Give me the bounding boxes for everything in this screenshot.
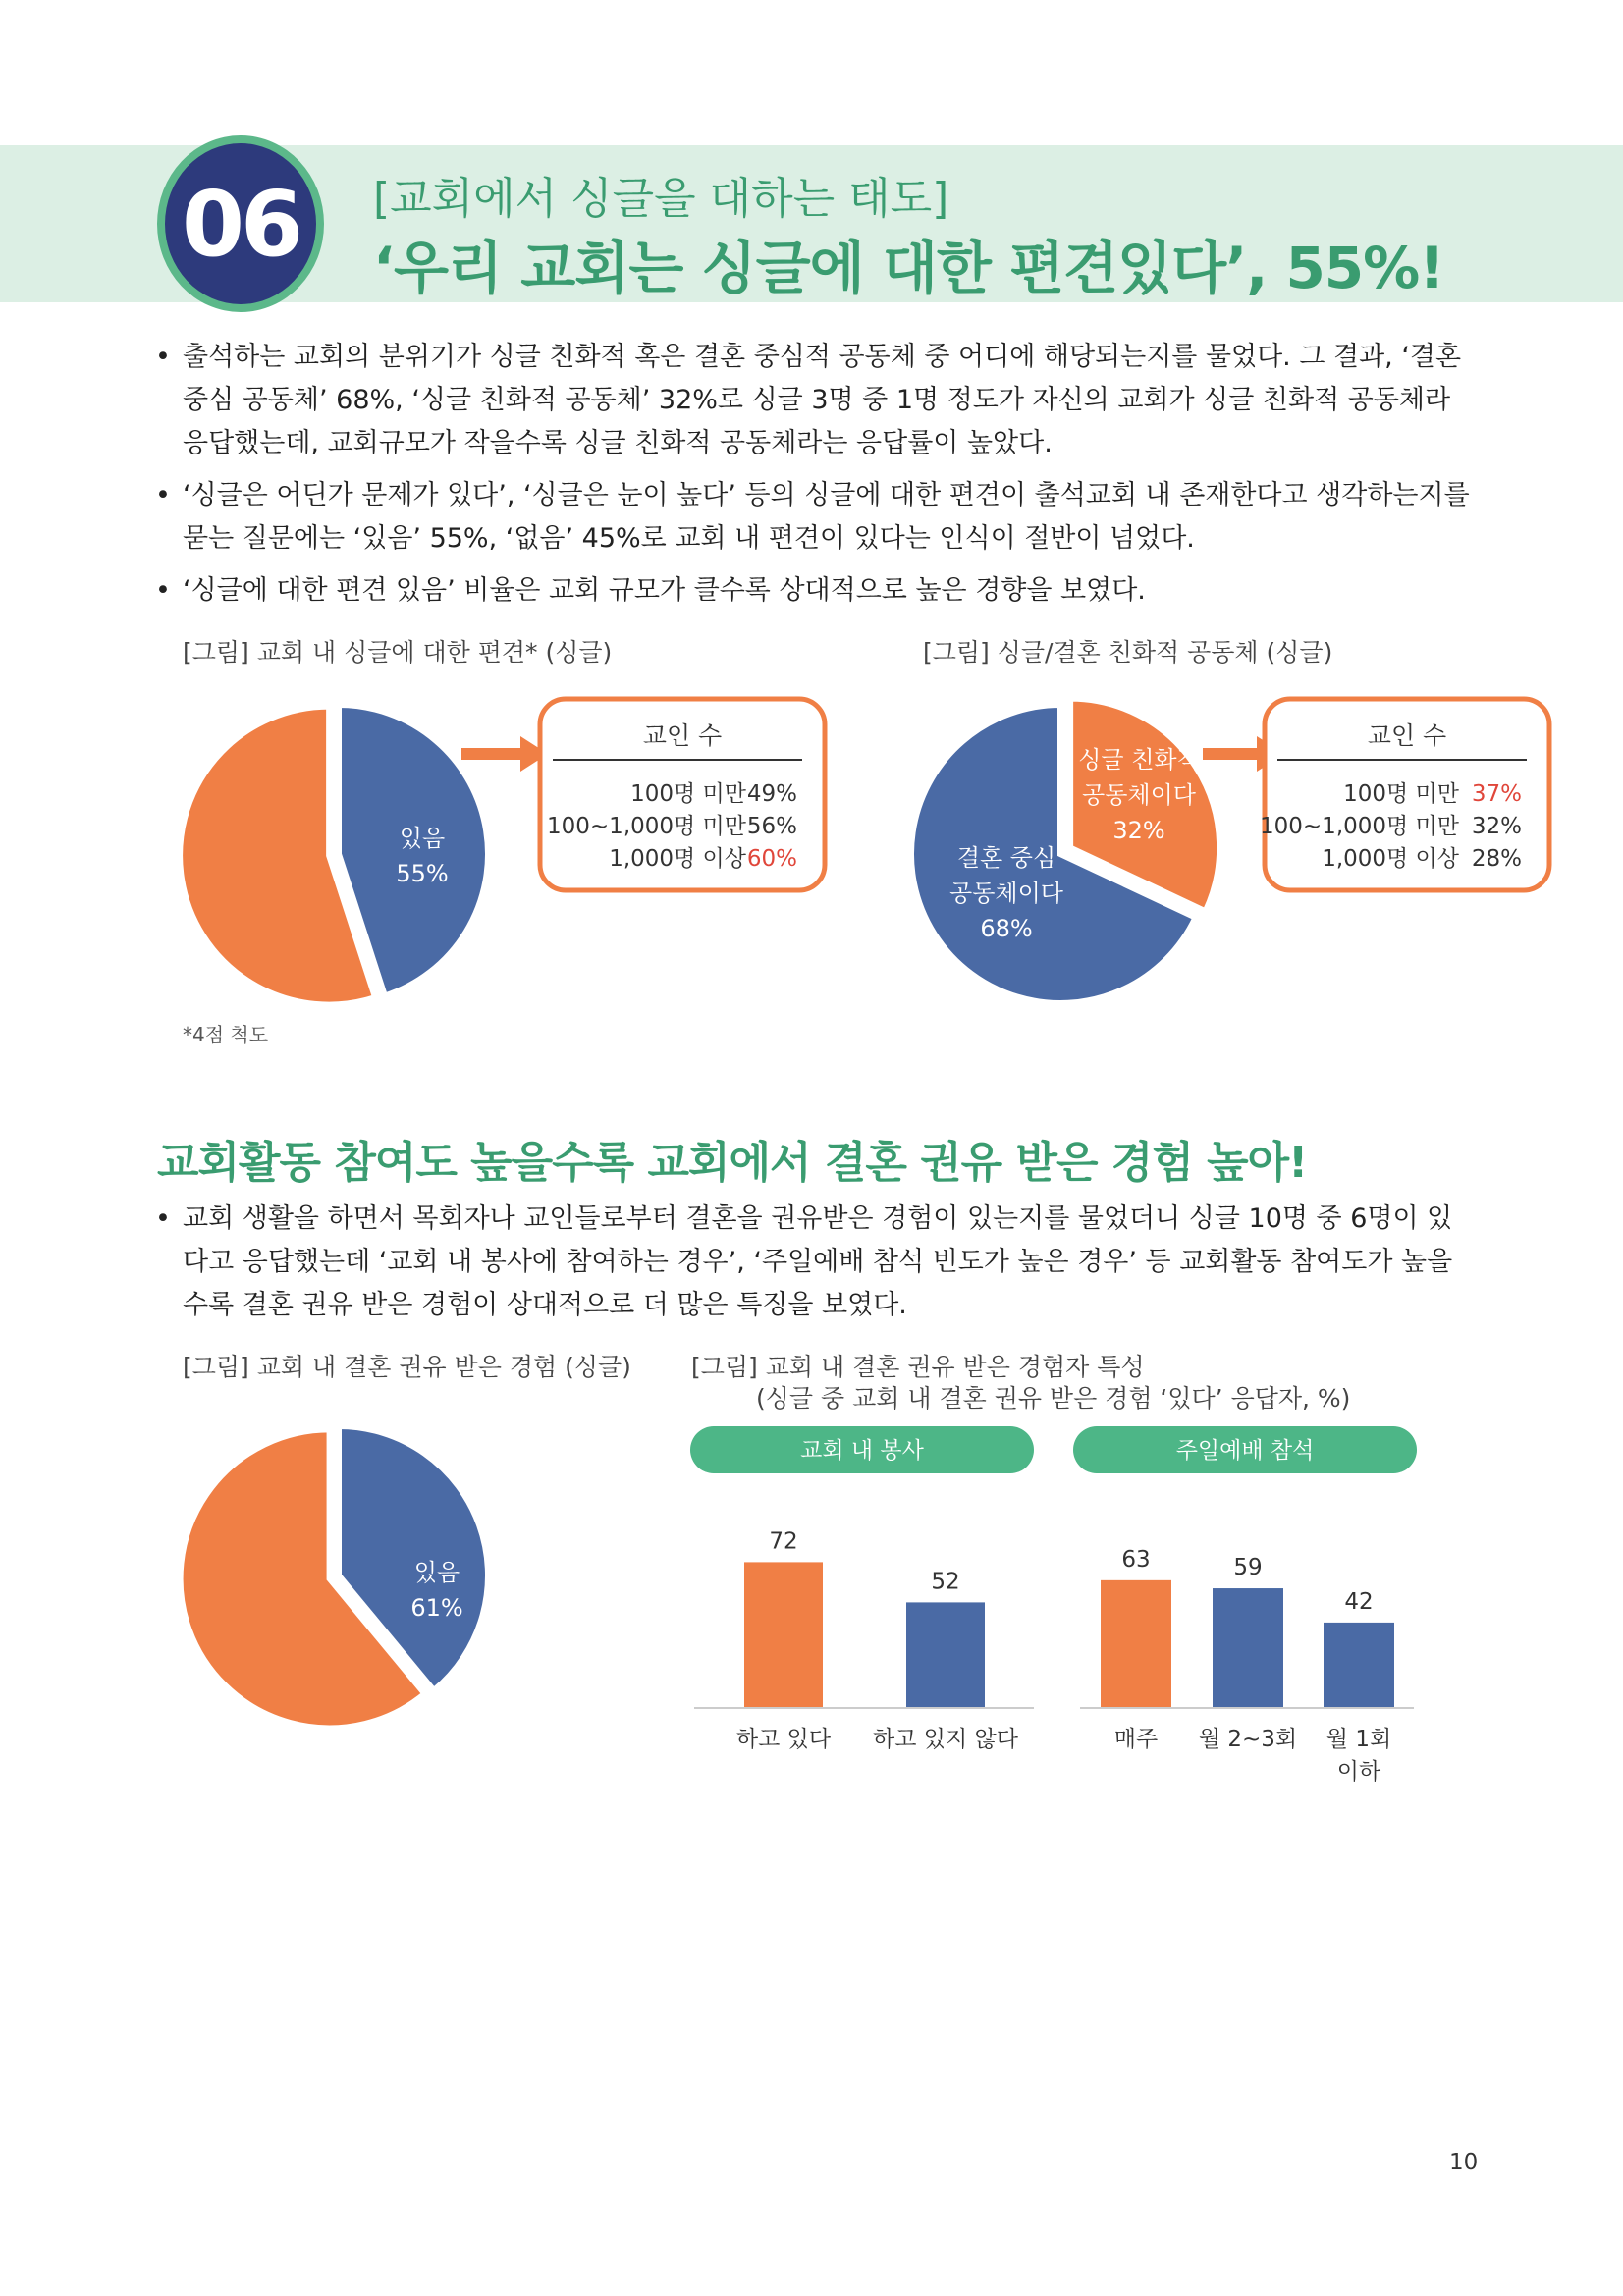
- fig4-chart: [682, 1414, 1438, 1796]
- bar-category-label: 월 1회: [1325, 1727, 1392, 1752]
- pie-label: 61%: [410, 1594, 463, 1622]
- bar-value-label: 42: [1344, 1588, 1374, 1615]
- pie-label: 공동체이다: [949, 880, 1063, 907]
- bar-value-label: 52: [931, 1569, 960, 1595]
- box-row-label: 100~1,000명 미만: [1260, 814, 1459, 839]
- pie-chart-community: [913, 699, 1219, 1003]
- fig4-caption-line2: (싱글 중 교회 내 결혼 권유 받은 경험 ‘있다’ 응답자, %): [756, 1384, 1351, 1413]
- pie-label: 결혼 중심: [956, 844, 1056, 872]
- pie-label: 55%: [396, 860, 449, 887]
- box-row-label: 100명 미만: [630, 781, 746, 807]
- bar-category-label: 월 2~3회: [1198, 1727, 1298, 1752]
- pie-chart-marriage-advice: [181, 1426, 488, 1728]
- bullet-item: • 교회 생활을 하면서 목회자나 교인들로부터 결혼을 권유받은 경험이 있는지를 물었더니 싱글 10명 중 6명이 있다고 응답했는데 ‘교회 내 봉사에 참여하는 경우’, ‘주일예배 참석 빈도가 높은 경우’ 등 교회활동 참여도가 높을수록 결혼 권유 받은 경험이 상대적으로 더 많은 특징을 보였다.: [155, 1198, 1476, 1327]
- bar-group-volunteer: [736, 1528, 1019, 1752]
- fig4-caption-line1: [그림] 교회 내 결혼 권유 받은 경험자 특성: [691, 1353, 1145, 1381]
- box-row-value: 56%: [746, 814, 797, 839]
- fig3-chart: [177, 1404, 589, 1757]
- box-row-value: 32%: [1471, 814, 1522, 839]
- box-row-value: 28%: [1471, 846, 1522, 872]
- bar: [744, 1562, 823, 1707]
- bullet-item: • 출석하는 교회의 분위기가 싱글 친화적 혹은 결혼 중심적 공동체 중 어디에 해당되는지를 물었다. 그 결과, ‘결혼 중심 공동체’ 68%, ‘싱글 친화적 공동체’ 32%로 싱글 3명 중 1명 정도가 자신의 교회가 싱글 친화적 공동체라 응답했는데, 교회규모가 작을수록 싱글 친화적 공동체라는 응답률이 높았다.: [155, 336, 1476, 465]
- fig1-chart: [177, 677, 844, 1021]
- box-title: 교인 수: [642, 721, 723, 750]
- pie-label: 공동체이다: [1082, 781, 1196, 809]
- pie-chart-prejudice: [180, 705, 488, 1005]
- header-title: ‘우리 교회는 싱글에 대한 편견있다’, 55%!: [373, 235, 1444, 301]
- bar-value-label: 59: [1233, 1555, 1263, 1581]
- box-row-label: 100~1,000명 미만: [547, 814, 746, 839]
- bar-category-label: 매주: [1113, 1727, 1159, 1752]
- section-number-badge: 06: [157, 135, 324, 312]
- pie-label: 32%: [1112, 817, 1165, 844]
- bar: [1324, 1623, 1394, 1707]
- pie-label: 있음: [399, 825, 446, 852]
- group-label: 교회 내 봉사: [800, 1438, 924, 1464]
- box-row-label: 1,000명 이상: [609, 846, 746, 872]
- box-row-value: 49%: [746, 781, 797, 807]
- page-number: 10: [1449, 2150, 1479, 2175]
- bar: [1213, 1588, 1283, 1707]
- fig2-caption: [그림] 싱글/결혼 친화적 공동체 (싱글): [923, 638, 1333, 667]
- box-title: 교인 수: [1367, 721, 1447, 750]
- section2-title: 교회활동 참여도 높을수록 교회에서 결혼 권유 받은 경험 높아!: [157, 1138, 1308, 1188]
- pie-label: 싱글 친화적: [1078, 746, 1200, 774]
- pie-label: 68%: [980, 915, 1033, 942]
- fig1-footnote: *4점 척도: [183, 1023, 269, 1046]
- bullet-item: • ‘싱글에 대한 편견 있음’ 비율은 교회 규모가 클수록 상대적으로 높은 경향을 보였다.: [155, 569, 1476, 613]
- bar-category-label: 하고 있지 않다: [873, 1727, 1018, 1752]
- bar-category-label: 이하: [1336, 1759, 1381, 1785]
- fig3-caption: [그림] 교회 내 결혼 권유 받은 경험 (싱글): [183, 1353, 631, 1381]
- fig1-caption: [그림] 교회 내 싱글에 대한 편견* (싱글): [183, 638, 613, 667]
- bar: [1101, 1580, 1171, 1707]
- box-row-label: 100명 미만: [1343, 781, 1459, 807]
- box-row-value-highlight: 60%: [746, 846, 797, 872]
- bullet-item: • ‘싱글은 어딘가 문제가 있다’, ‘싱글은 눈이 높다’ 등의 싱글에 대한 편견이 출석교회 내 존재한다고 생각하는지를 묻는 질문에는 ‘있음’ 55%, ‘없음’ 45%로 교회 내 편견이 있다는 인식이 절반이 넘었다.: [155, 474, 1476, 561]
- fig2-chart: [913, 677, 1581, 1021]
- bar-value-label: 72: [769, 1528, 798, 1555]
- bullet-list-1: [155, 336, 1476, 621]
- group-label: 주일예배 참석: [1175, 1438, 1315, 1464]
- box-row-value-highlight: 37%: [1471, 781, 1522, 807]
- box-row-label: 1,000명 이상: [1322, 846, 1459, 872]
- arrow-icon: [461, 736, 548, 772]
- bar-group-worship: [1101, 1547, 1394, 1785]
- bullet-list-2: [155, 1198, 1476, 1336]
- pie-label: 있음: [413, 1559, 460, 1586]
- bar: [906, 1602, 985, 1707]
- bar-category-label: 하고 있다: [735, 1727, 832, 1752]
- bar-value-label: 63: [1121, 1546, 1151, 1573]
- header-subtitle: [교회에서 싱글을 대하는 태도]: [373, 174, 949, 224]
